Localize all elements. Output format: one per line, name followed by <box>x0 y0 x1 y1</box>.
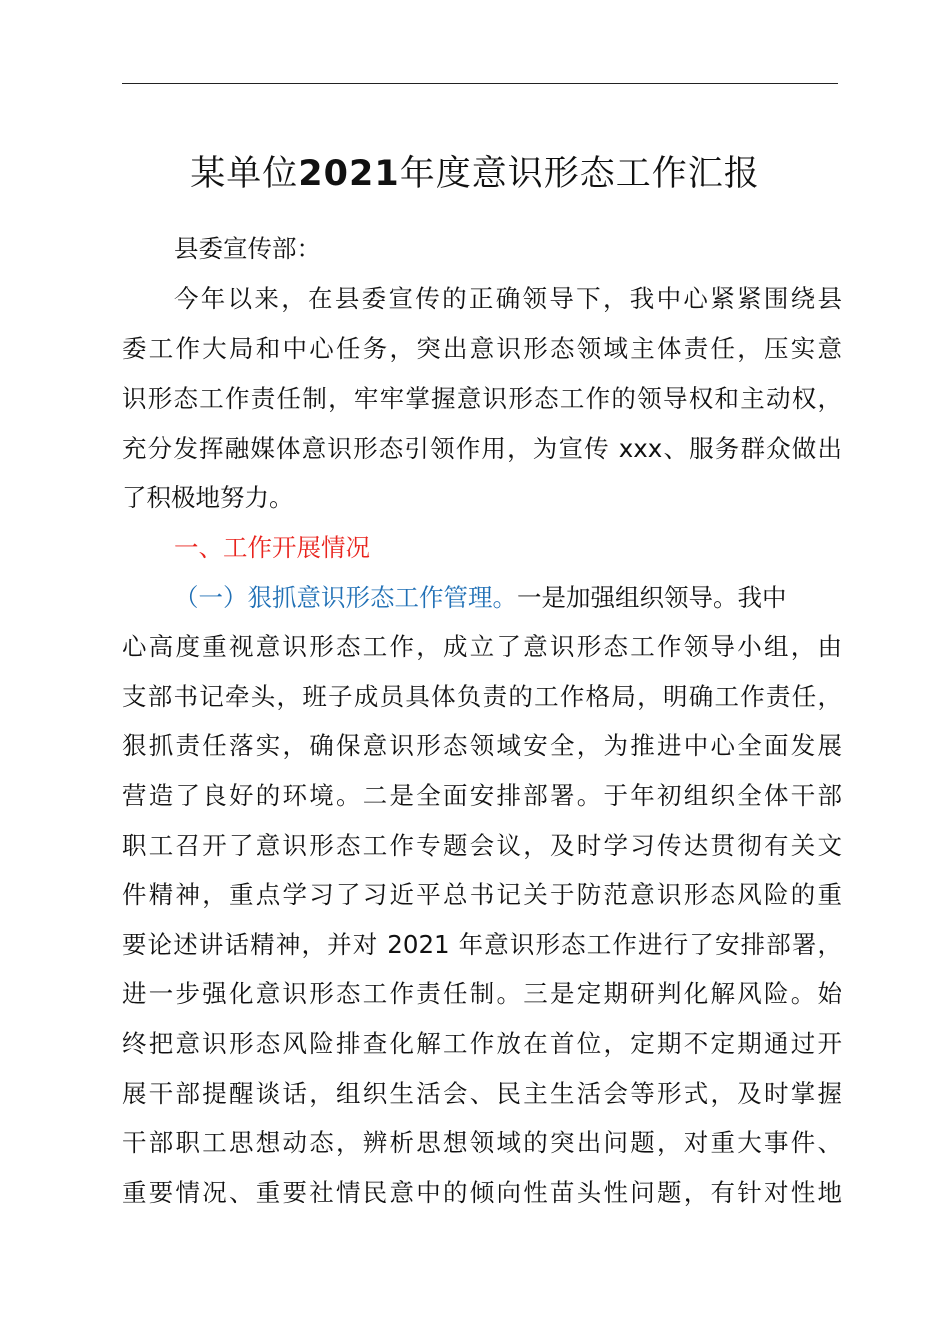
paragraph-line: 职工召开了意识形态工作专题会议，及时学习传达贯彻有关文 <box>122 831 842 860</box>
paragraph-line: 进一步强化意识形态工作责任制。三是定期研判化解风险。始 <box>122 979 842 1008</box>
paragraph-line: 今年以来，在县委宣传的正确领导下，我中心紧紧围绕县 <box>174 284 842 313</box>
section-heading: 一、工作开展情况 <box>174 533 370 562</box>
subsection-first-line-rest: 一是加强组织领导。我中 <box>517 583 787 612</box>
paragraph-line: 充分发挥融媒体意识形态引领作用，为宣传 xxx、服务群众做出 <box>122 434 842 463</box>
paragraph-line: 展干部提醒谈话，组织生活会、民主生活会等形式，及时掌握 <box>122 1079 842 1108</box>
paragraph-line: 重要情况、重要社情民意中的倾向性苗头性问题，有针对性地 <box>122 1178 842 1207</box>
paragraph-line: 干部职工思想动态，辨析思想领域的突出问题，对重大事件、 <box>122 1128 842 1157</box>
paragraph-line: 狠抓责任落实，确保意识形态领域安全，为推进中心全面发展 <box>122 731 842 760</box>
paragraph-line: 要论述讲话精神，并对 2021 年意识形态工作进行了安排部署， <box>122 930 842 959</box>
paragraph-line: 委工作大局和中心任务，突出意识形态领域主体责任，压实意 <box>122 334 842 363</box>
paragraph-line: 件精神，重点学习了习近平总书记关于防范意识形态风险的重 <box>122 880 842 909</box>
subsection-first-line <box>174 579 842 617</box>
salutation: 县委宣传部： <box>174 234 321 263</box>
document-title <box>0 150 950 198</box>
subsection-heading: （一）狠抓意识形态工作管理。 <box>174 583 517 612</box>
paragraph-line: 识形态工作责任制，牢牢掌握意识形态工作的领导权和主动权， <box>122 384 842 413</box>
paragraph-line: 支部书记牵头，班子成员具体负责的工作格局，明确工作责任， <box>122 682 842 711</box>
paragraph-line: 营造了良好的环境。二是全面安排部署。于年初组织全体干部 <box>122 781 842 810</box>
title-suffix: 年度意识形态工作汇报 <box>399 154 760 194</box>
title-prefix: 某单位 <box>190 154 299 194</box>
paragraph-line: 心高度重视意识形态工作，成立了意识形态工作领导小组，由 <box>122 632 842 661</box>
title-year: 2021 <box>298 154 400 194</box>
header-rule <box>122 83 838 84</box>
paragraph-line: 了积极地努力。 <box>122 483 294 512</box>
paragraph-line: 终把意识形态风险排查化解工作放在首位，定期不定期通过开 <box>122 1029 842 1058</box>
